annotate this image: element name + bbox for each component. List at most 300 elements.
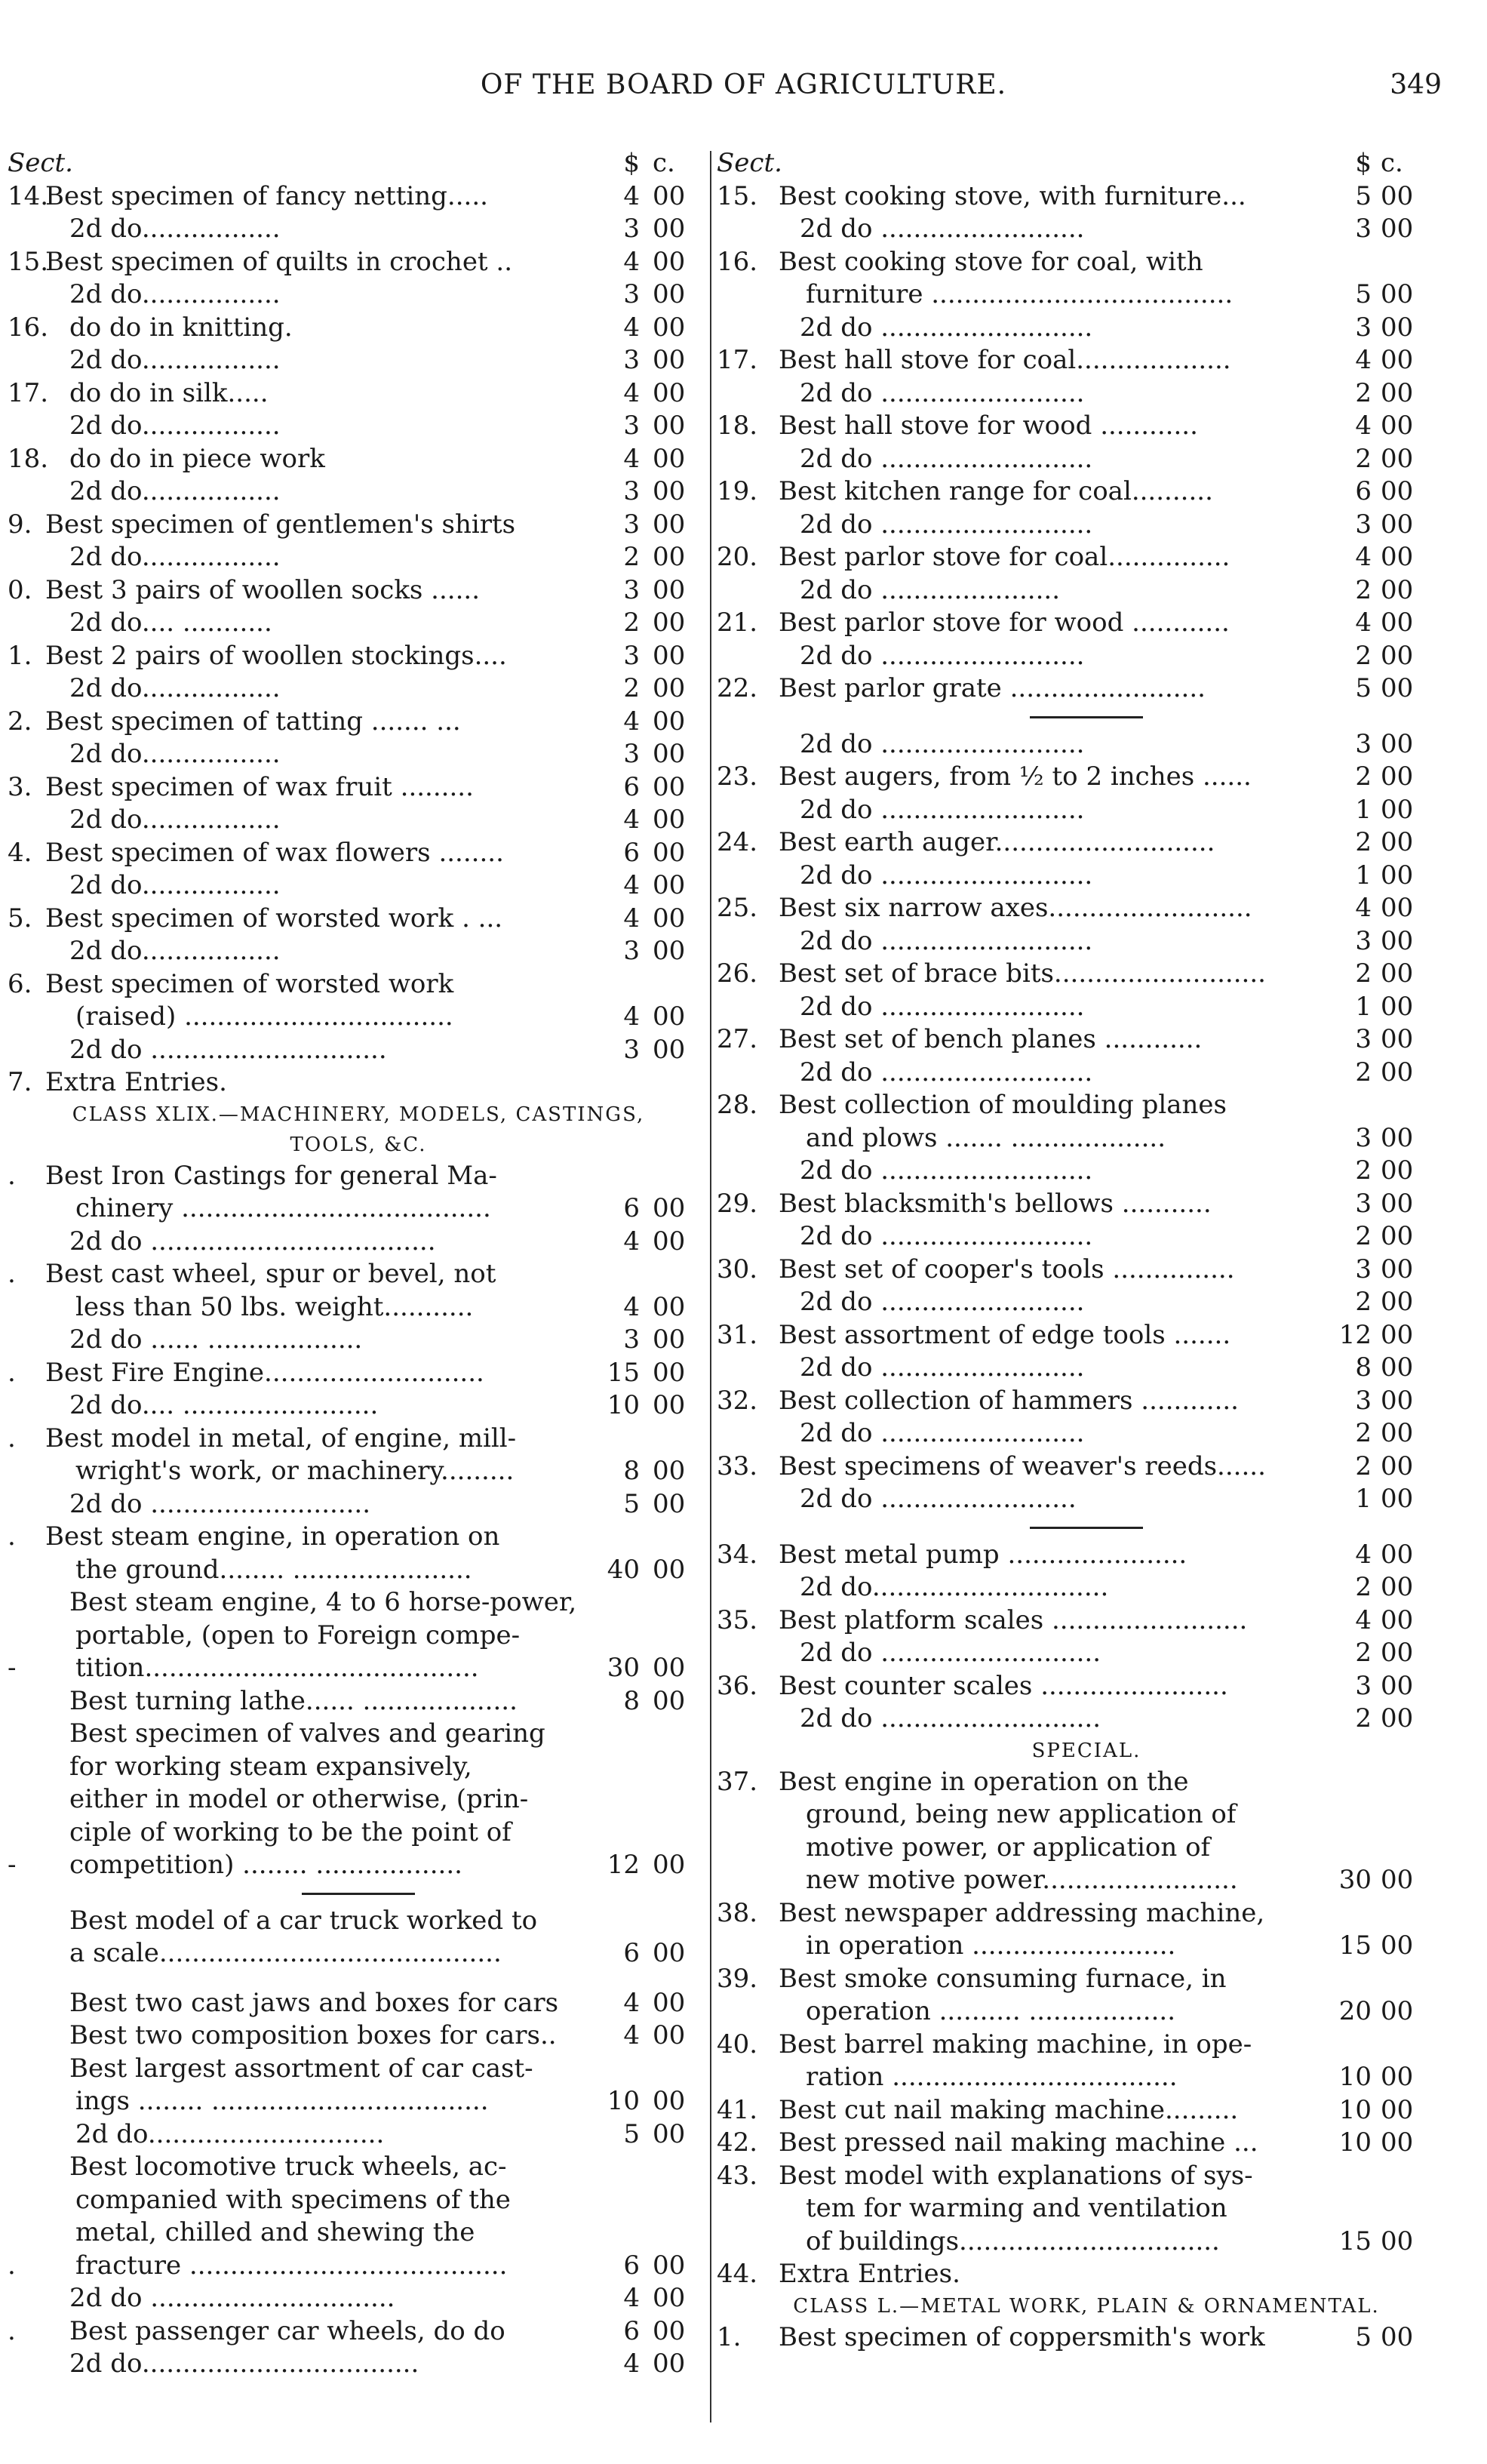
entry-text: 2d do .............................	[69, 1034, 387, 1065]
premium-dollars: 5	[623, 2118, 640, 2149]
premium-cents: 00	[1381, 377, 1414, 408]
entry-text: Best collection of moulding planes	[779, 1090, 1227, 1120]
entry-text: 2d do .........................	[800, 640, 1085, 671]
entry-text: Best barrel making machine, in ope-	[779, 2029, 1252, 2059]
premium-cents: 00	[653, 673, 686, 703]
entry-line	[8, 1357, 709, 1390]
entry-text: 2d do ........................	[800, 1484, 1077, 1514]
premium-cents: 00	[653, 246, 686, 277]
entry-line	[8, 1937, 709, 1970]
premium-dollars: 3	[623, 345, 640, 375]
premium-cents: 00	[1381, 1865, 1414, 1895]
entry-line	[717, 1703, 1456, 1736]
entry-line	[717, 761, 1456, 794]
premium-dollars: 8	[623, 1456, 640, 1486]
section-number: 15.	[717, 180, 758, 211]
class-heading: CLASS XLIX.—MACHINERY, MODELS, CASTINGS,	[72, 1103, 645, 1126]
entry-line	[717, 991, 1456, 1024]
premium-cents: 00	[653, 1226, 686, 1257]
premium-cents: 00	[653, 411, 686, 441]
premium-dollars: 30	[607, 1653, 640, 1683]
entry-text: Best metal pump ......................	[779, 1539, 1187, 1570]
entry-line	[8, 2118, 709, 2152]
premium-cents: 00	[653, 509, 686, 540]
premium-dollars: $	[1355, 148, 1372, 178]
premium-cents: 00	[1381, 1450, 1414, 1481]
entry-line	[717, 1122, 1456, 1155]
premium-dollars: 2	[623, 608, 640, 638]
section-number: 6.	[8, 968, 32, 999]
entry-text: either in model or otherwise, (prin-	[69, 1784, 529, 1814]
premium-cents: 00	[1381, 345, 1414, 375]
premium-dollars: 5	[1355, 279, 1372, 309]
entry-text: do do in piece work	[69, 443, 325, 474]
premium-cents: 00	[1381, 1254, 1414, 1284]
premium-dollars: 4	[1355, 542, 1372, 572]
premium-cents: 00	[653, 640, 686, 671]
premium-dollars: 4	[623, 870, 640, 900]
entry-line	[8, 804, 709, 837]
entry-text: 2d do ..........................	[800, 1221, 1093, 1251]
premium-cents: 00	[653, 574, 686, 605]
entry-text: 2d do.............................	[800, 1572, 1109, 1602]
entry-line	[8, 1783, 709, 1816]
entry-line	[8, 706, 709, 739]
premium-cents: 00	[1381, 673, 1414, 703]
entry-text: 2d do ..........................	[800, 860, 1093, 891]
premium-cents: 00	[653, 771, 686, 802]
entry-line	[717, 246, 1456, 279]
entry-line	[8, 935, 709, 968]
entry-line	[717, 278, 1456, 312]
entry-line	[8, 1554, 709, 1587]
premium-cents: 00	[653, 936, 686, 966]
premium-cents: 00	[1381, 312, 1414, 343]
entry-line	[8, 771, 709, 804]
entry-line	[717, 180, 1456, 214]
section-number: 3.	[8, 771, 32, 802]
section-number: 40.	[717, 2029, 758, 2059]
entry-text: Best six narrow axes.........................	[779, 893, 1252, 923]
premium-cents: 00	[1381, 476, 1414, 506]
premium-cents: 00	[1381, 574, 1414, 605]
entry-line	[8, 541, 709, 574]
entry-line	[717, 147, 1456, 180]
premium-dollars: 3	[623, 214, 640, 244]
premium-cents: 00	[653, 2020, 686, 2050]
entry-line	[8, 1160, 709, 1193]
premium-dollars: 4	[623, 2020, 640, 2050]
column-divider	[710, 151, 711, 2422]
entry-line	[8, 837, 709, 870]
entry-text: Best parlor stove for wood ............	[779, 608, 1230, 638]
premium-cents: 00	[653, 1291, 686, 1322]
premium-cents: 00	[653, 1324, 686, 1355]
entry-text: Best smoke consuming furnace, in	[779, 1963, 1227, 1994]
premium-dollars: 3	[1355, 1024, 1372, 1054]
premium-cents: 00	[653, 870, 686, 900]
entry-line	[717, 2094, 1456, 2127]
entry-line	[717, 1637, 1456, 1670]
section-number: 25.	[717, 893, 758, 923]
entry-line	[717, 2061, 1456, 2094]
section-number: 44.	[717, 2259, 758, 2289]
premium-dollars: 5	[1355, 673, 1372, 703]
entry-line	[717, 2029, 1456, 2062]
entry-line	[8, 607, 709, 640]
premium-cents: 00	[653, 739, 686, 769]
entry-text: Best specimen of fancy netting.....	[45, 180, 488, 211]
section-number: 26.	[717, 958, 758, 989]
premium-dollars: 3	[1355, 312, 1372, 343]
section-number: .	[8, 1259, 16, 1289]
premium-cents: 00	[1381, 411, 1414, 441]
entry-line	[717, 2192, 1456, 2226]
entry-text: 2d do ..........................	[800, 443, 1093, 474]
premium-cents: 00	[653, 542, 686, 572]
entry-line	[717, 443, 1456, 476]
premium-cents: 00	[653, 1390, 686, 1420]
section-number: .	[8, 1423, 16, 1453]
entry-line	[717, 1539, 1456, 1572]
section-number: .	[8, 2315, 16, 2346]
premium-dollars: 6	[623, 771, 640, 802]
entry-text: of buildings................................	[806, 2226, 1220, 2256]
premium-dollars: 6	[1355, 476, 1372, 506]
entry-line	[717, 312, 1456, 345]
premium-dollars: 5	[1355, 180, 1372, 211]
premium-cents: 00	[1381, 1572, 1414, 1602]
section-number: 31.	[717, 1319, 758, 1350]
premium-cents: 00	[653, 903, 686, 934]
premium-cents: c.	[1381, 148, 1403, 178]
premium-cents: 00	[1381, 1670, 1414, 1701]
entry-text: 2d do ...........................	[69, 1488, 371, 1519]
entry-line	[8, 2019, 709, 2053]
entry-text: Best specimen of wax flowers ........	[45, 837, 504, 868]
premium-dollars: 2	[1355, 1057, 1372, 1087]
premium-cents: 00	[1381, 2127, 1414, 2158]
entry-line	[717, 344, 1456, 377]
section-number: 36.	[717, 1670, 758, 1701]
premium-dollars: 6	[623, 837, 640, 868]
entry-line	[8, 968, 709, 1001]
premium-cents: 00	[1381, 728, 1414, 759]
premium-cents: 00	[1381, 1287, 1414, 1317]
entry-text: 2d do ..............................	[69, 2283, 395, 2313]
section-number: 30.	[717, 1254, 758, 1284]
entry-line	[8, 443, 709, 476]
entry-line	[8, 1751, 709, 1784]
entry-text: Best 3 pairs of woollen socks ......	[45, 574, 481, 605]
entry-text: tition.........................................	[75, 1653, 479, 1683]
premium-dollars: 3	[623, 476, 640, 506]
entry-line	[717, 1023, 1456, 1057]
premium-dollars: 6	[623, 1938, 640, 1968]
premium-cents: 00	[1381, 991, 1414, 1022]
entry-text: 2d do.............................	[75, 2118, 385, 2149]
entry-text: Best earth auger...........................	[779, 827, 1215, 857]
section-number: 17.	[717, 345, 758, 375]
premium-cents: 00	[653, 1685, 686, 1716]
entry-text: Best counter scales .......................	[779, 1670, 1228, 1701]
premium-cents: 00	[1381, 1319, 1414, 1350]
premium-dollars: 10	[607, 2086, 640, 2116]
entry-line	[717, 1089, 1456, 1122]
entry-text: Best specimen of gentlemen's shirts	[45, 509, 516, 540]
premium-cents: 00	[653, 1987, 686, 2018]
entry-text: Best kitchen range for coal..........	[779, 476, 1213, 506]
premium-cents: 00	[653, 345, 686, 375]
premium-dollars: 4	[1355, 345, 1372, 375]
class-heading: TOOLS, &C.	[290, 1133, 427, 1156]
premium-cents: 00	[1381, 1604, 1414, 1635]
entry-text: Best locomotive truck wheels, ac-	[69, 2152, 507, 2182]
entry-text: Best specimens of weaver's reeds......	[779, 1450, 1266, 1481]
entry-line	[8, 2151, 709, 2184]
entry-line	[8, 180, 709, 214]
entry-text: ration ...................................	[806, 2062, 1178, 2092]
premium-dollars: 4	[623, 804, 640, 835]
premium-dollars: 4	[623, 903, 640, 934]
entry-line	[8, 1455, 709, 1488]
premium-dollars: 1	[1355, 794, 1372, 825]
entry-line	[717, 1897, 1456, 1930]
entry-line	[8, 1291, 709, 1324]
entry-text: 2d do.................	[69, 870, 281, 900]
section-number: 17.	[8, 377, 49, 408]
premium-cents: 00	[1381, 958, 1414, 989]
entry-line	[8, 574, 709, 608]
premium-dollars: 3	[1355, 1385, 1372, 1416]
premium-cents: 00	[653, 804, 686, 835]
entry-line	[8, 1652, 709, 1685]
premium-cents: 00	[653, 1850, 686, 1880]
entry-text: 2d do.................	[69, 673, 281, 703]
premium-cents: 00	[1381, 1930, 1414, 1961]
entry-text: and plows ....... ...................	[806, 1122, 1166, 1153]
entry-line	[717, 1864, 1456, 1897]
premium-dollars: 2	[1355, 1450, 1372, 1481]
entry-text: Best Iron Castings for general Ma-	[45, 1160, 497, 1191]
entry-text: Best 2 pairs of woollen stockings....	[45, 640, 507, 671]
entry-line	[8, 640, 709, 673]
premium-cents: 00	[1381, 1221, 1414, 1251]
premium-dollars: $	[623, 148, 640, 178]
premium-cents: 00	[1381, 827, 1414, 857]
entry-text: Best model of a car truck worked to	[69, 1905, 538, 1936]
section-number: 24.	[717, 827, 758, 857]
premium-dollars: 6	[623, 2250, 640, 2281]
entry-text: 2d do .........................	[800, 1352, 1085, 1383]
entry-line	[717, 2226, 1456, 2259]
entry-line	[717, 475, 1456, 509]
premium-cents: 00	[1381, 2226, 1414, 2256]
premium-dollars: 4	[623, 2283, 640, 2313]
page-header-title: OF THE BOARD OF AGRICULTURE.	[480, 69, 1007, 100]
entry-text: Extra Entries.	[45, 1067, 227, 1097]
premium-cents: 00	[653, 2250, 686, 2281]
entry-line	[717, 410, 1456, 443]
entry-line	[717, 1417, 1456, 1450]
section-number: 29.	[717, 1188, 758, 1219]
section-number: 18.	[8, 443, 49, 474]
section-number: 34.	[717, 1539, 758, 1570]
entry-text: for working steam expansively,	[69, 1751, 472, 1782]
premium-cents: 00	[653, 2283, 686, 2313]
entry-text: Best pressed nail making machine ...	[779, 2127, 1258, 2158]
section-number: 2.	[8, 706, 32, 737]
entry-text: Best platform scales ........................	[779, 1604, 1248, 1635]
premium-cents: 00	[653, 1001, 686, 1032]
premium-dollars: 3	[1355, 925, 1372, 956]
premium-dollars: 2	[1355, 574, 1372, 605]
entry-line	[8, 246, 709, 279]
entry-text: ings ........ ..................................	[75, 2086, 489, 2116]
entry-text: Best engine in operation on the	[779, 1766, 1189, 1797]
entry-line	[8, 2282, 709, 2315]
entry-line	[717, 1385, 1456, 1418]
entry-line	[8, 1389, 709, 1423]
entry-text: 2d do ......................	[800, 574, 1061, 605]
entry-text: 2d do ...... ...................	[69, 1324, 363, 1355]
entry-text: ground, being new application of	[806, 1799, 1237, 1829]
premium-dollars: 6	[623, 1193, 640, 1223]
premium-dollars: 4	[1355, 411, 1372, 441]
entry-text: Best two cast jaws and boxes for cars	[69, 1987, 559, 2018]
entry-line	[717, 1930, 1456, 1963]
section-number: 18.	[717, 411, 758, 441]
entry-line	[8, 1488, 709, 1521]
entry-text: 2d do ..........................	[800, 925, 1093, 956]
premium-dollars: 4	[623, 377, 640, 408]
entry-line	[717, 1155, 1456, 1188]
entry-text: fracture .......................................	[75, 2250, 508, 2281]
entry-line	[717, 1832, 1456, 1865]
entry-line	[717, 958, 1456, 991]
entry-line	[8, 410, 709, 443]
entry-text: 2d do .........................	[800, 377, 1085, 408]
entry-text: 2d do.................	[69, 214, 281, 244]
premium-dollars: 3	[623, 1324, 640, 1355]
premium-cents: 00	[653, 1938, 686, 1968]
premium-cents: 00	[653, 476, 686, 506]
entry-line	[8, 1258, 709, 1291]
entry-line	[717, 509, 1456, 542]
left-column	[8, 147, 709, 2381]
entry-line	[8, 1001, 709, 1034]
entry-line	[8, 1987, 709, 2020]
entry-line	[717, 1604, 1456, 1638]
entry-line	[8, 2085, 709, 2118]
right-column	[717, 147, 1456, 2354]
entry-line	[717, 794, 1456, 827]
section-number: 19.	[717, 476, 758, 506]
entry-line	[717, 1766, 1456, 1799]
entry-text: 2d do ..........................	[800, 1155, 1093, 1186]
premium-cents: 00	[1381, 509, 1414, 540]
premium-cents: 00	[1381, 608, 1414, 638]
section-number: 0.	[8, 574, 32, 605]
premium-dollars: 3	[623, 574, 640, 605]
section-number: .	[8, 2250, 16, 2281]
entry-line	[717, 860, 1456, 893]
premium-dollars: 2	[1355, 761, 1372, 792]
entry-line	[8, 672, 709, 706]
spacer	[8, 1970, 709, 1987]
entry-text: Best passenger car wheels, do do	[69, 2315, 505, 2346]
premium-dollars: 2	[1355, 1221, 1372, 1251]
entry-text: Best hall stove for coal...................	[779, 345, 1231, 375]
section-number: 15.	[8, 246, 49, 277]
entry-line	[8, 1718, 709, 1751]
entry-text: furniture .....................................	[806, 279, 1234, 309]
entry-line	[717, 2321, 1456, 2355]
entry-line	[717, 1254, 1456, 1287]
entry-line	[717, 574, 1456, 608]
premium-cents: 00	[1381, 925, 1414, 956]
premium-dollars: 4	[623, 180, 640, 211]
entry-text: Best assortment of edge tools .......	[779, 1319, 1231, 1350]
premium-cents: 00	[653, 837, 686, 868]
premium-dollars: 4	[623, 1226, 640, 1257]
entry-text: new motive power........................	[806, 1865, 1238, 1895]
class-heading: CLASS L.—METAL WORK, PLAIN & ORNAMENTAL.	[793, 2294, 1380, 2318]
premium-cents: 00	[1381, 1188, 1414, 1219]
premium-cents: 00	[1381, 1057, 1414, 1087]
entry-text: 2d do.................	[69, 476, 281, 506]
entry-text: motive power, or application of	[806, 1832, 1211, 1863]
entry-text: Best steam engine, in operation on	[45, 1521, 500, 1552]
premium-dollars: 1	[1355, 860, 1372, 891]
entry-line	[8, 213, 709, 246]
section-number: 32.	[717, 1385, 758, 1416]
premium-dollars: 2	[623, 542, 640, 572]
premium-cents: 00	[1381, 1352, 1414, 1383]
section-number: 41.	[717, 2094, 758, 2125]
entry-line	[717, 640, 1456, 673]
premium-cents: 00	[653, 2349, 686, 2379]
entry-text: Best collection of hammers ............	[779, 1385, 1239, 1416]
entry-text: Best two composition boxes for cars..	[69, 2020, 557, 2050]
entry-line	[8, 1423, 709, 1456]
section-number: 22.	[717, 673, 758, 703]
entry-line	[717, 672, 1456, 706]
premium-dollars: 3	[1355, 1670, 1372, 1701]
entry-text: Best parlor grate ........................	[779, 673, 1206, 703]
section-number: 23.	[717, 761, 758, 792]
premium-dollars: 2	[1355, 640, 1372, 671]
entry-line	[8, 2250, 709, 2283]
premium-cents: 00	[1381, 1155, 1414, 1186]
premium-dollars: 1	[1355, 991, 1372, 1022]
premium-dollars: 15	[1338, 1930, 1372, 1961]
premium-dollars: 10	[1338, 2094, 1372, 2125]
premium-dollars: 6	[623, 2315, 640, 2346]
entry-text: 2d do ...........................	[800, 1703, 1101, 1733]
premium-dollars: 4	[623, 1987, 640, 2018]
entry-text: Best cooking stove, with furniture...	[779, 180, 1246, 211]
premium-cents: 00	[1381, 1703, 1414, 1733]
entry-text: metal, chilled and shewing the	[75, 2217, 475, 2247]
section-number: 27.	[717, 1024, 758, 1054]
section-number: 7.	[8, 1067, 32, 1097]
entry-line	[8, 1905, 709, 1938]
section-number: 4.	[8, 837, 32, 868]
entry-text: (raised) .................................	[75, 1001, 453, 1032]
entry-text: 2d do.................	[69, 804, 281, 835]
premium-cents: 00	[653, 1034, 686, 1065]
